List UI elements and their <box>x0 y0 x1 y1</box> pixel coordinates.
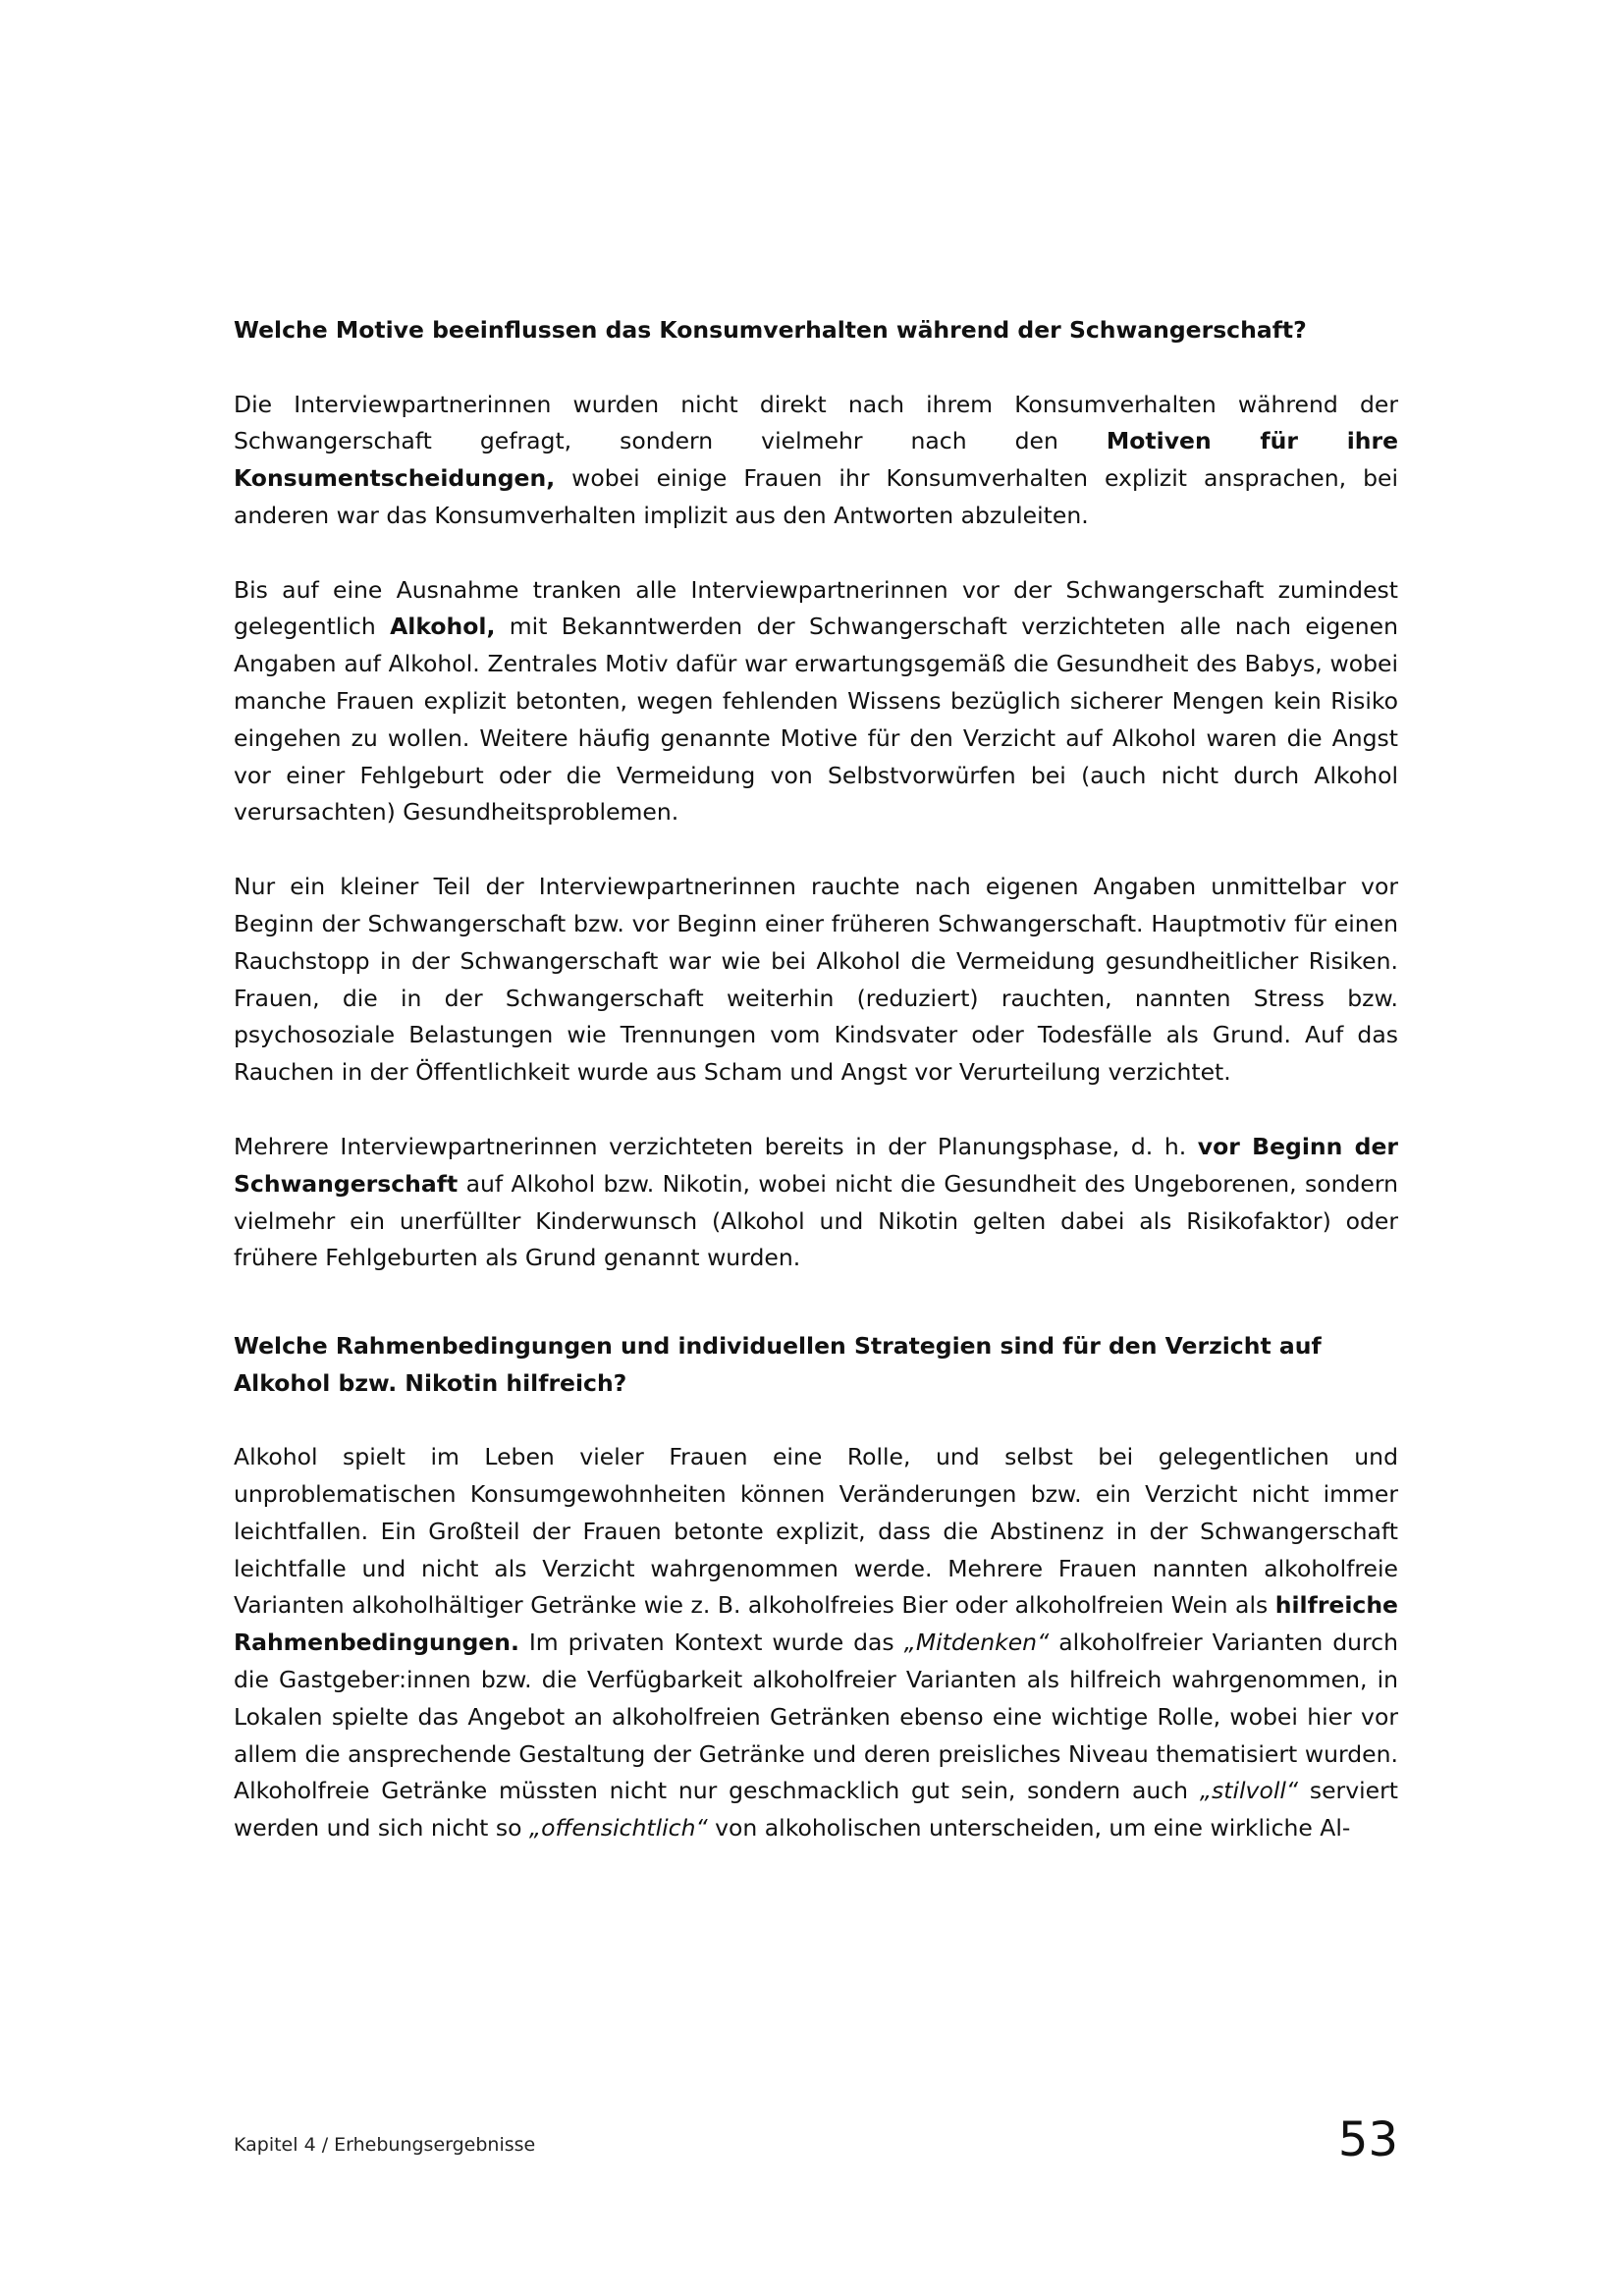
text-run: Im privaten Kontext wurde das <box>518 1629 904 1657</box>
text-run: Alkohol spielt im Leben vieler Frauen eine Rolle, und selbst bei gelegentlichen und unproblematischen Konsumgewohnheiten können Veränderungen bzw. ein Verzicht nicht immer leichtfallen. Ein Großteil der Frauen betonte explizit, dass die Abstinenz in der Schwangerschaft leichtfalle und nicht als Verzicht wahrgenommen werde. Mehrere Frauen nannten alkoholfreie Varianten alkoholhältiger Getränke wie z. B. alkoholfreies Bier oder alkoholfreien Wein als <box>234 1443 1398 1620</box>
text-run: Mehrere Interviewpartnerinnen verzichteten bereits in der Planungsphase, d. h. <box>234 1133 1198 1161</box>
text-run: wobei einige Frauen ihr Konsumverhalten explizit ansprachen, bei anderen war das Konsumverhalten implizit aus den Antworten abzuleiten. <box>234 464 1398 529</box>
text-run: von alkoholischen unterscheiden, um eine wirkliche Al- <box>707 1814 1351 1842</box>
quote-offensichtlich: „offensichtlich“ <box>528 1814 708 1842</box>
text-run: serviert werden und sich nicht so <box>234 1777 1398 1842</box>
quote-mitdenken: „Mitdenken“ <box>903 1629 1050 1657</box>
text-run: mit Bekanntwerden der Schwangerschaft verzichteten alle nach eigenen Angaben auf Alkohol. Zentrales Motiv dafür war erwartungsgemäß die Gesundheit des Babys, wobei manche Frauen explizit betonten, wegen fehlenden Wissens bezüglich sicherer Mengen kein Risiko eingehen zu wollen. Weitere häufig genannte Motive für den Verzicht auf Alkohol waren die Angst vor einer Fehlgeburt oder die Vermeidung von Selbstvorwürfen bei (auch nicht durch Alkohol verursachten) Gesundheitsproblemen. <box>234 613 1398 827</box>
quote-stilvoll: „stilvoll“ <box>1199 1777 1299 1805</box>
paragraph-interview-intro <box>234 387 1398 535</box>
text-run: auf Alkohol bzw. Nikotin, wobei nicht die Gesundheit des Ungeborenen, sondern vielmehr ein unerfüllter Kinderwunsch (Alkohol und Nikotin gelten dabei als Risikofaktor) oder frühere Fehlgeburten als Grund genannt wurden. <box>234 1169 1398 1272</box>
text-run: Bis auf eine Ausnahme tranken alle Interviewpartnerinnen vor der Schwangerschaft zumindest gelegentlich <box>234 575 1398 641</box>
paragraph-planning-phase <box>234 1129 1398 1277</box>
section-heading-motives: Welche Motive beeinflussen das Konsumverhalten während der Schwangerschaft? <box>234 316 1307 344</box>
chapter-label: Kapitel 4 / Erhebungsergebnisse <box>234 2134 536 2156</box>
emphasis-motives: Motiven für ihre Konsumentscheidungen, <box>234 427 1399 493</box>
paragraph-alcohol <box>234 572 1398 832</box>
text-run: alkoholfreier Varianten durch die Gastgeber:innen bzw. die Verfügbarkeit alkoholfreier Varianten als hilfreich wahrgenommen, in Lokalen spielte das Angebot an alkoholfreien Getränken ebenso eine wichtige Rolle, wobei hier vor allem die ansprechende Gestaltung der Getränke und deren preisliches Niveau thematisiert wurden. Alkoholfreie Getränke müssten nicht nur geschmacklich gut sein, sondern auch <box>234 1629 1398 1805</box>
page-number: 53 <box>1337 2112 1398 2167</box>
paragraph-smoking: Nur ein kleiner Teil der Interviewpartnerinnen rauchte nach eigenen Angaben unmittelbar vor Beginn der Schwangerschaft bzw. vor Beginn einer früheren Schwangerschaft. Hauptmotiv für einen Rauchstopp in der Schwangerschaft war wie bei Alkohol die Vermeidung gesundheitlicher Risiken. Frauen, die in der Schwangerschaft weiterhin (reduziert) rauchten, nannten Stress bzw. psychosoziale Belastungen wie Trennungen vom Kindsvater oder Todesfälle als Grund. Auf das Rauchen in der Öffentlichkeit wurde aus Scham und Angst vor Verurteilung verzichtet. <box>234 873 1398 1087</box>
page-footer <box>234 2110 1398 2169</box>
emphasis-before-pregnancy: vor Beginn der Schwangerschaft <box>234 1133 1398 1198</box>
paragraph-alcohol-free-options <box>234 1439 1398 1847</box>
text-run: Die Interviewpartnerinnen wurden nicht direkt nach ihrem Konsumverhalten während der Schwangerschaft gefragt, sondern vielmehr nach den <box>234 390 1398 455</box>
emphasis-helpful-conditions: hilfreiche Rahmenbedingungen. <box>234 1591 1398 1657</box>
section-heading-conditions: Welche Rahmenbedingungen und individuellen Strategien sind für den Verzicht auf Alkohol bzw. Nikotin hilfreich? <box>234 1332 1322 1397</box>
page-content <box>234 312 1398 1847</box>
emphasis-alcohol: Alkohol, <box>390 613 496 641</box>
